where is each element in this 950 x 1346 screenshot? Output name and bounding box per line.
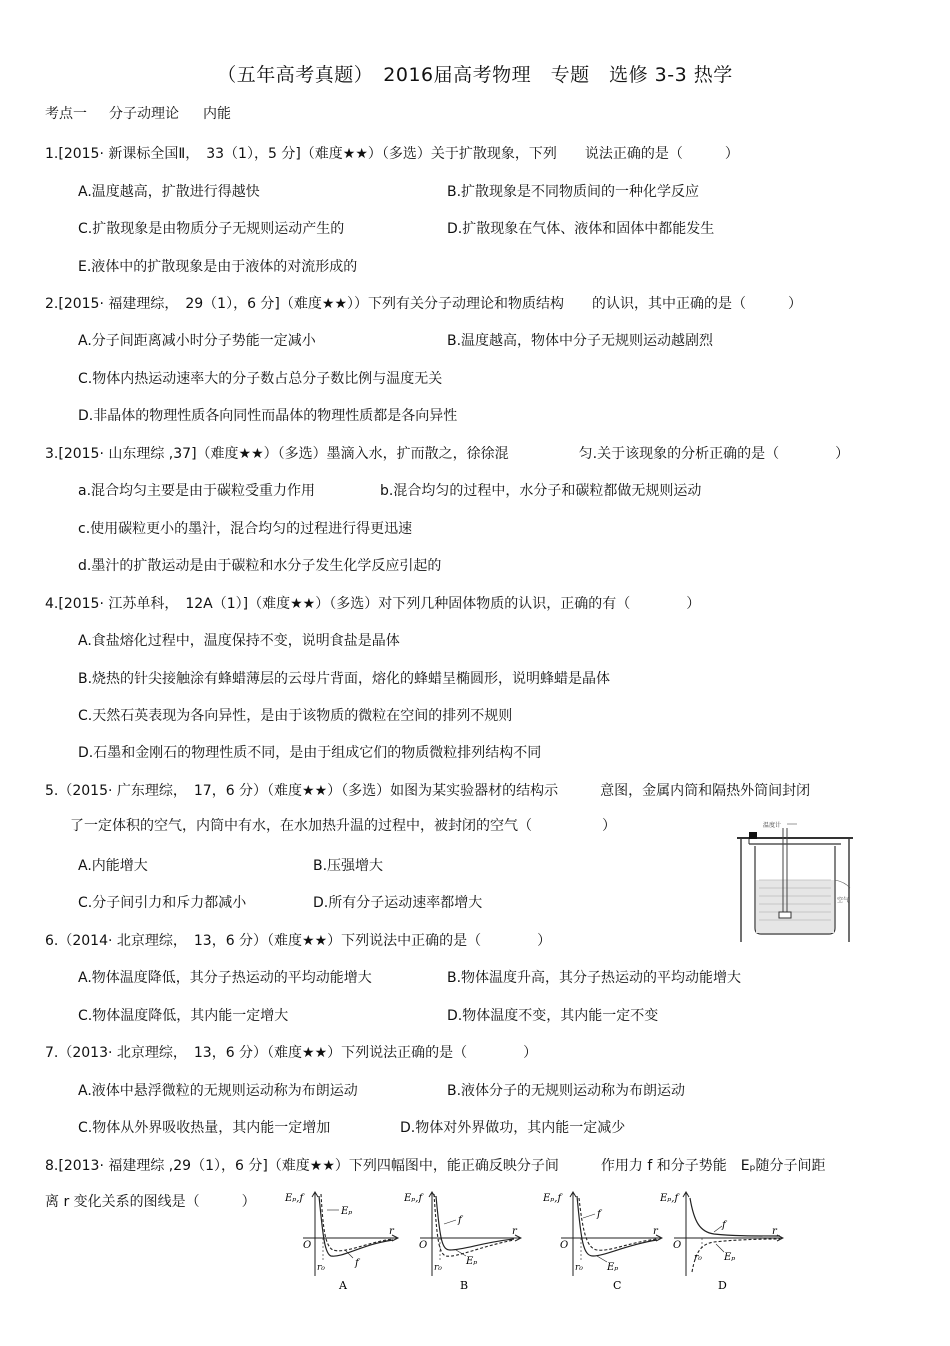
q8-graph-a-origin-label: O — [303, 1240, 312, 1251]
q1-option-b: B.扩散现象是不同物质间的一种化学反应 — [447, 184, 700, 200]
q8-graph-d-r0-label: r₀ — [694, 1253, 702, 1263]
q4-option-d: D.石墨和金刚石的物理性质不同，是由于组成它们的物质微粒排列结构不同 — [78, 745, 542, 761]
q8-graph-c-curve1-label: f — [597, 1209, 601, 1220]
q2-option-c: C.物体内热运动速率大的分子数占总分子数比例与温度无关 — [78, 371, 443, 387]
q1-option-c: C.扩散现象是由物质分子无规则运动产生的 — [78, 221, 345, 237]
q8-graph-c-curve2-label: Eₚ — [607, 1262, 619, 1273]
q2-stem: 2.[2015· 福建理综， 29（1），6 分]（难度★★））下列有关分子动理论和物质结构 的认识，其中正确的是（ ） — [45, 296, 802, 312]
q5-option-b: B.压强增大 — [313, 858, 384, 874]
q5-option-d: D.所有分子运动速率都增大 — [313, 895, 483, 911]
q8-graph-c-origin-label: O — [560, 1240, 569, 1251]
q8-graph-b-r-label: r — [512, 1226, 517, 1237]
q3-stem: 3.[2015· 山东理综 ,37]（难度★★）（多选）墨滴入水，扩而散之，徐徐混 匀.关于该现象的分析正确的是（ ） — [45, 446, 850, 462]
q8-graph-c-r-label: r — [653, 1226, 658, 1237]
q5-stem-line2: 了一定体积的空气，内筒中有水，在水加热升温的过程中，被封闭的空气（ ） — [70, 818, 616, 834]
q2-option-a: A.分子间距离减小时分子势能一定减小 — [78, 333, 316, 349]
q5-option-a: A.内能增大 — [78, 858, 148, 874]
q7-option-c: C.物体从外界吸收热量，其内能一定增加 — [78, 1120, 331, 1136]
q8-graph-d-curve2-label: Eₚ — [724, 1252, 736, 1263]
q6-option-d: D.物体温度不变，其内能一定不变 — [447, 1008, 659, 1024]
q8-graph-d-r-label: r — [772, 1226, 777, 1237]
q8-stem-line2: 离 r 变化关系的图线是（ ） — [45, 1194, 256, 1210]
q5-figure-label-thermometer: 温度计 — [763, 822, 782, 829]
q3-option-b: b.混合均匀的过程中，水分子和碳粒都做无规则运动 — [380, 483, 702, 499]
q3-option-a: a.混合均匀主要是由于碳粒受重力作用 — [78, 483, 316, 499]
q8-graph-d-axis-label: Eₚ,f — [660, 1193, 679, 1204]
q5-stem-line1: 5.（2015· 广东理综， 17，6 分）（难度★★）（多选）如图为某实验器材的结构示 意图，金属内筒和隔热外筒间封闭 — [45, 783, 811, 799]
q8-graph-a-curve1-label: Eₚ — [341, 1206, 353, 1217]
q8-graph-b-curve1-label: f — [458, 1215, 462, 1226]
section-name: 分子动理论 — [109, 106, 179, 122]
q8-graph-a — [283, 1188, 401, 1298]
q8-graph-c-r0-label: r₀ — [575, 1263, 583, 1273]
q8-graph-a-caption: A — [339, 1279, 347, 1292]
q4-option-b: B.烧热的针尖接触涂有蜂蜡薄层的云母片背面，熔化的蜂蜡呈椭圆形，说明蜂蜡是晶体 — [78, 671, 611, 687]
q3-option-d: d.墨汁的扩散运动是由于碳粒和水分子发生化学反应引起的 — [78, 558, 442, 574]
q8-graph-d — [660, 1188, 784, 1298]
q1-option-e: E.液体中的扩散现象是由于液体的对流形成的 — [78, 259, 358, 275]
q4-option-c: C.天然石英表现为各向异性，是由于该物质的微粒在空间的排列不规则 — [78, 708, 513, 724]
q7-stem: 7.（2013· 北京理综， 13，6 分）（难度★★）下列说法正确的是（ ） — [45, 1045, 538, 1061]
q8-graph-b-curve2-label: Eₚ — [466, 1256, 478, 1267]
q8-graph-c-caption: C — [613, 1279, 622, 1292]
q6-stem: 6.（2014· 北京理综， 13，6 分）（难度★★）下列说法中正确的是（ ） — [45, 933, 552, 949]
q8-graph-c — [543, 1188, 663, 1298]
q6-option-a: A.物体温度降低，其分子热运动的平均动能增大 — [78, 970, 372, 986]
q1-option-a: A.温度越高，扩散进行得越快 — [78, 184, 260, 200]
q5-option-c: C.分子间引力和斥力都减小 — [78, 895, 247, 911]
q8-graph-b-origin-label: O — [419, 1240, 428, 1251]
section-heading — [45, 104, 231, 124]
q8-graph-a-r0-label: r₀ — [317, 1263, 325, 1273]
q8-graph-a-r-label: r — [389, 1226, 394, 1237]
q8-graph-b — [404, 1188, 522, 1298]
q8-stem-line1: 8.[2013· 福建理综 ,29（1），6 分]（难度★★）下列四幅图中，能正确反映分子间 作用力 f 和分子势能 Eₚ随分子间距 — [45, 1158, 826, 1174]
q8-graph-a-axis-label: Eₚ,f — [285, 1193, 304, 1204]
q7-option-b: B.液体分子的无规则运动称为布朗运动 — [447, 1083, 686, 1099]
q8-graph-a-curve2-label: f — [355, 1258, 359, 1269]
q4-stem: 4.[2015· 江苏单科， 12A（1）]（难度★★）（多选）对下列几种固体物质的认识，正确的有（ ） — [45, 596, 701, 612]
q8-graph-b-caption: B — [460, 1279, 469, 1292]
q8-graph-d-caption: D — [718, 1279, 727, 1292]
q2-option-b: B.温度越高，物体中分子无规则运动越剧烈 — [447, 333, 714, 349]
q4-option-a: A.食盐熔化过程中，温度保持不变，说明食盐是晶体 — [78, 633, 400, 649]
q8-graph-c-axis-label: Eₚ,f — [543, 1193, 562, 1204]
q7-option-d: D.物体对外界做功，其内能一定减少 — [400, 1120, 626, 1136]
q7-option-a: A.液体中悬浮微粒的无规则运动称为布朗运动 — [78, 1083, 358, 1099]
q3-option-c: c.使用碳粒更小的墨汁，混合均匀的过程进行得更迅速 — [78, 521, 413, 537]
page-title: （五年高考真题） 2016届高考物理 专题 选修 3-3 热学 — [217, 64, 733, 86]
q8-graph-d-origin-label: O — [673, 1240, 682, 1251]
section-label: 考点一 — [45, 106, 87, 122]
q5-figure-label-air: 空气 — [837, 897, 850, 904]
q1-option-d: D.扩散现象在气体、液体和固体中都能发生 — [447, 221, 715, 237]
q8-graph-b-r0-label: r₀ — [434, 1263, 442, 1273]
q2-option-d: D.非晶体的物理性质各向同性而晶体的物理性质都是各向异性 — [78, 408, 458, 424]
q6-option-b: B.物体温度升高，其分子热运动的平均动能增大 — [447, 970, 742, 986]
q1-stem: 1.[2015· 新课标全国Ⅱ， 33（1），5 分]（难度★★）（多选）关于扩散现象，下列 说法正确的是（ ） — [45, 146, 739, 162]
section-sub: 内能 — [203, 106, 231, 122]
q8-graph-b-axis-label: Eₚ,f — [404, 1193, 423, 1204]
q8-graph-d-curve1-label: f — [722, 1220, 726, 1231]
q6-option-c: C.物体温度降低，其内能一定增大 — [78, 1008, 289, 1024]
q5-apparatus-figure — [735, 818, 855, 946]
